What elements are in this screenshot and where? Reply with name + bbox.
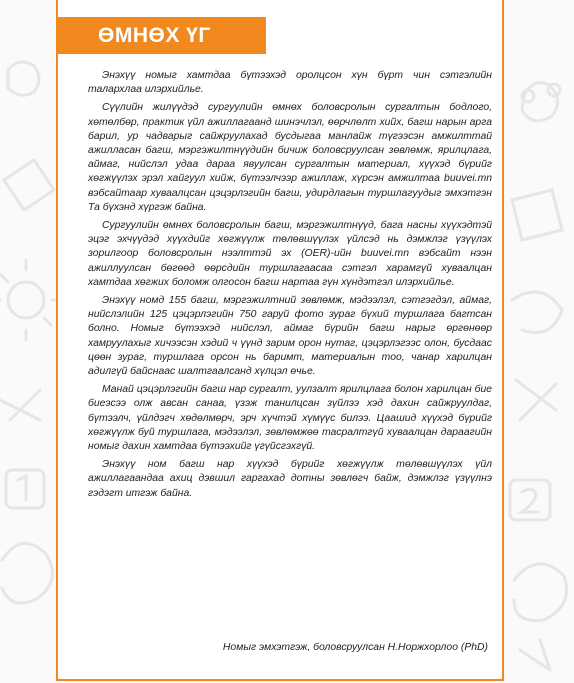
paragraph: Сүүлийн жилүүдэд сургуулийн өмнөх боловсролын сургалтын бодлого, хөтөлбөр, практик үйл ажиллагаанд шинэчлэл, өөрчлөлт хийх, багш нарын арга барил, ур чадварыг сайжруулахад бусдыгаа манлайж түгээсэн амжилттай ажилласан багш, мэргэжилтнүүдийн бичиж боловсруулсан зөвлөмж, ярилцлага, аймаг, нийслэл удаа дараа явуулсан сургалтын материал, хүүхэд бүрийг хөгжүүлэх эрэл хайгуул хийж, бүтээлчээр ажиллаж, хүрсэн амжилтаа buuvei.mn вэбсайтаар хуваалцсан цэцэрлэгийн багш, удирдлагын туршлагуудыг эмхэтгэн Та бүхэнд хүргэж байна.	[88, 102, 492, 213]
doodle-block-2-icon	[510, 480, 550, 520]
paragraph: Сургуулийн өмнөх боловсролын багш, мэргэжилтнүүд, бага насны хүүхэдтэй эцэг эхчүүдэд хүүхдийг хөгжүүлж төлөвшүүлэх үйлсэд нь дэмжлэг үзүүлэх зорилгоор боловсролын нээлттэй эх (OER)-ийн buuvei.mn вэбсайт нээн ажиллуулсан бөгөөд өөрсдийн туршлагаасаа сэтгэл харамгүй хуваалцан хамтдаа хөгжих боломж олгосон багш нартаа гүн хүндэтгэл илэрхийлье.	[88, 220, 492, 288]
doodle-face-icon	[2, 543, 52, 603]
paragraph: Энэхүү номыг хамтдаа бүтээхэд оролцсон хүн бүрт чин сэтгэлийн талархлаа илэрхийлье.	[88, 70, 492, 96]
doodle-book-right-icon	[512, 190, 562, 240]
paragraph: Манай цэцэрлэгийн багш нар сургалт, уулзалт ярилцлага болон харилцан бие биеэсээ олж авсан санаа, үзэж танилцсан зүйлээ хэд дахин сайжруулдаг, бүтээлч, үйлдэгч хөдөлмөрч, эрч хүчтэй хүмүүс билээ. Цаашид хүүхэд бүрийг хөгжүүлж буй туршлага, мэдээлэл, зөвлөмжөө тасралтгүй хуваалцан дараагийн номыг дахин хамтдаа бүтээхийг үгүйсгэхгүй.	[88, 384, 492, 453]
paragraph: Энэхүү номд 155 багш, мэргэжилтний зөвлөмж, мэдээлэл, сэтгэгдэл, аймаг, нийслэлийн 125 цэцэрлэгийн 750 гаруй фото зураг бүхий туршлага багтсан болно. Номыг бүтээхэд нийслэл, аймаг бүрийн багш нарыг өргөнөөр хамруулахыг хичээсэн хэдий ч үүнд зарим орон нутаг, цэцэрлэгээс олон, бусдаас цөөн зураг, туршлага орсон нь баримт, материалын тоо, чанар харилцан адилгүй байснаас шалтгаалсанд хүлцэл өчье.	[88, 295, 492, 378]
doodle-flower-icon	[8, 62, 39, 95]
foreword-body	[88, 69, 492, 505]
document-page	[56, 0, 504, 681]
doodle-kid-icon	[514, 564, 567, 621]
doodle-sun-icon	[8, 282, 44, 318]
doodle-book-icon	[4, 160, 54, 210]
page-title: ӨМНӨХ ҮГ	[98, 23, 211, 47]
author-signature: Номыг эмхэтгэж, боловсруулсан Н.Норжхорлоо (PhD)	[222, 642, 488, 653]
title-banner	[58, 17, 266, 54]
paragraph: Энэхүү ном багш нар хүүхэд бүрийг хөгжүүлж төлөвшүүлэх үйл ажиллагаандаа ахиц дэвшил гаргахад дотны зөвлөгч байж, дэмжлэг үзүүлнэ гэдэгт итгэж байна.	[88, 459, 492, 499]
